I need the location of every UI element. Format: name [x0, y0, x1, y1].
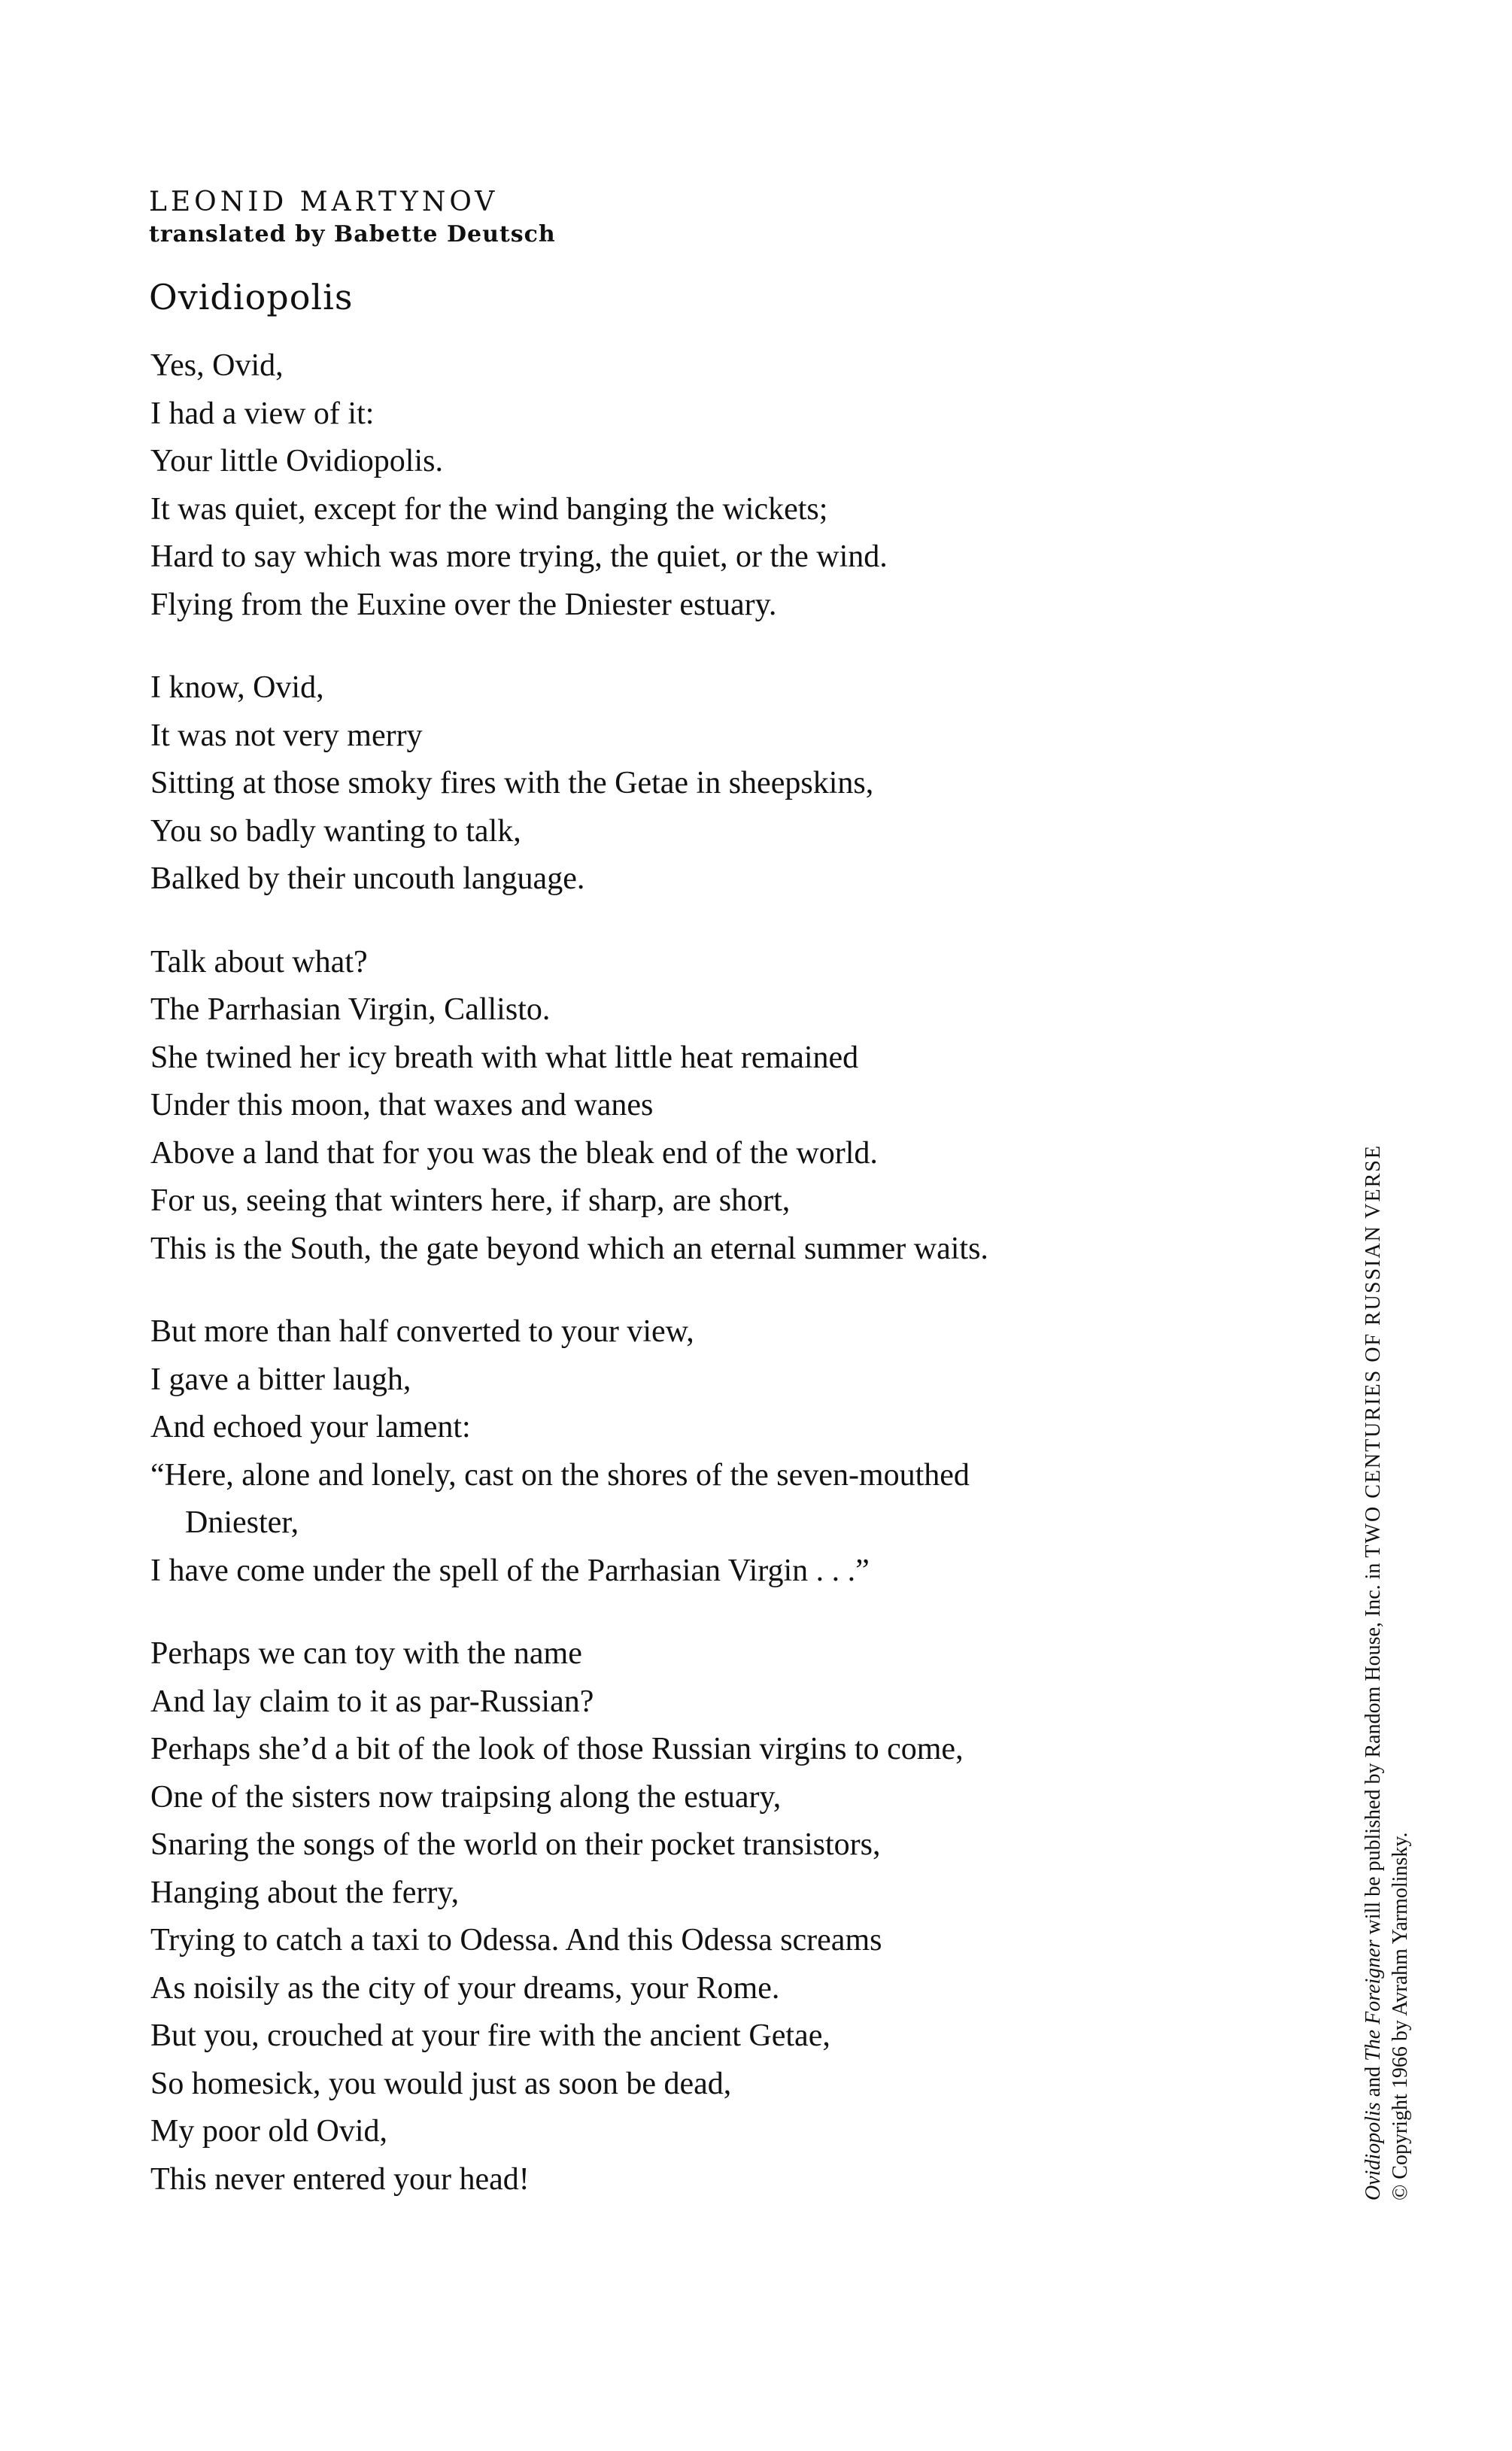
poem-line: “Here, alone and lonely, cast on the shores of the seven-mouthed — [150, 1457, 970, 1493]
poem-line: Talk about what? — [150, 944, 368, 979]
translator-credit: translated by Babette Deutsch — [149, 221, 556, 248]
italic-title: Ovidiopolis — [1362, 2102, 1385, 2200]
poem-line: This is the South, the gate beyond which an eternal summer waits. — [150, 1231, 988, 1266]
stanza — [150, 939, 1219, 1274]
poem-line: I gave a bitter laugh, — [150, 1362, 411, 1397]
poem-line: Hard to say which was more trying, the quiet, or the wind. — [150, 539, 888, 574]
poem-line: Flying from the Euxine over the Dniester estuary. — [150, 587, 777, 622]
poem-line: Hanging about the ferry, — [150, 1875, 460, 1910]
poem-line: It was quiet, except for the wind banging the wickets; — [150, 491, 828, 527]
poem-line: Sitting at those smoky fires with the Getae in sheepskins, — [150, 766, 874, 800]
poem-line: Yes, Ovid, — [150, 348, 284, 383]
poem-line: I had a view of it: — [150, 396, 375, 431]
copyright-line: © Copyright 1966 by Avrahm Yarmolinsky. — [1389, 1832, 1412, 2200]
poem-line-continuation: Dniester, — [185, 1505, 299, 1540]
copyright-side-note — [1360, 907, 1413, 2200]
poem-line: But more than half converted to your view, — [150, 1314, 694, 1349]
poem-header — [149, 185, 556, 250]
author-name: LEONID MARTYNOV — [149, 187, 499, 217]
connector-text: and — [1362, 2061, 1385, 2103]
book-title: TWO CENTURIES OF RUSSIAN VERSE — [1362, 1144, 1385, 1558]
poem-title: Ovidiopolis — [149, 277, 354, 317]
stanza — [150, 664, 1219, 904]
poem-line: Your little Ovidiopolis. — [150, 444, 443, 478]
stanza — [150, 1630, 1219, 2203]
poem-line: Under this moon, that waxes and wanes — [150, 1088, 654, 1122]
poem-line: Snaring the songs of the world on their pocket transistors, — [150, 1827, 881, 1862]
poem-line: My poor old Ovid, — [150, 2114, 387, 2149]
poem-line: It was not very merry — [150, 718, 423, 753]
poem-line: So homesick, you would just as soon be dead, — [150, 2066, 732, 2101]
poem-line: And echoed your lament: — [150, 1410, 471, 1444]
publication-text: will be published by Random House, Inc. in — [1362, 1557, 1385, 1940]
poem-line: Perhaps she’d a bit of the look of those Russian virgins to come, — [150, 1732, 964, 1766]
poem-line: You so badly wanting to talk, — [150, 813, 521, 849]
poem-line: For us, seeing that winters here, if sharp, are short, — [150, 1183, 791, 1218]
poem-line: The Parrhasian Virgin, Callisto. — [150, 992, 551, 1027]
publication-note — [1360, 907, 1387, 2200]
poem-line: But you, crouched at your fire with the ancient Getae, — [150, 2018, 830, 2053]
poem-line: As noisily as the city of your dreams, your Rome. — [150, 1970, 780, 2006]
stanza — [150, 342, 1219, 629]
poem-line: I know, Ovid, — [150, 670, 324, 705]
poem-line: One of the sisters now traipsing along the estuary, — [150, 1779, 782, 1815]
stanza — [150, 1308, 1219, 1595]
poem-line: Balked by their uncouth language. — [150, 861, 585, 896]
italic-title: The Foreigner — [1362, 1939, 1385, 2061]
poem-line: This never entered your head! — [150, 2161, 530, 2197]
poem-line: Trying to catch a taxi to Odessa. And this Odessa screams — [150, 1923, 882, 1957]
poem-line: Perhaps we can toy with the name — [150, 1636, 582, 1671]
poem-line: Above a land that for you was the bleak end of the world. — [150, 1135, 878, 1171]
poem-line: She twined her icy breath with what little heat remained — [150, 1040, 859, 1075]
poem-body — [150, 342, 1219, 2239]
poem-line: I have come under the spell of the Parrhasian Virgin . . .” — [150, 1553, 870, 1588]
poem-line: And lay claim to it as par-Russian? — [150, 1684, 594, 1719]
